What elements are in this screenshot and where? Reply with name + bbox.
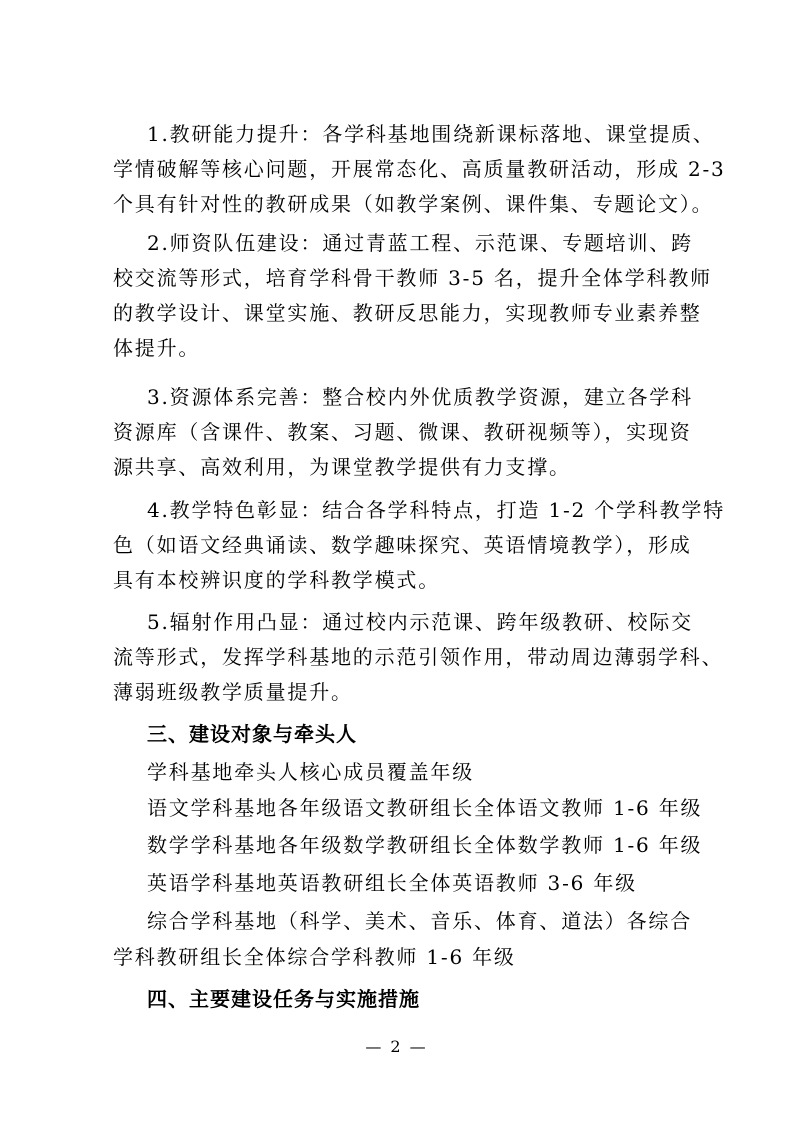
paragraph-1-line-1: 1.教研能力提升：各学科基地围绕新课标落地、课堂提质、 <box>147 122 715 146</box>
paragraph-1-line-2: 学情破解等核心问题，开展常态化、高质量教研活动，形成 2-3 <box>113 157 726 181</box>
math-base-line: 数学学科基地各年级数学教研组长全体数学教师 1-6 年级 <box>147 833 703 857</box>
page-number: — 2 — <box>365 1037 428 1056</box>
english-base-line: 英语学科基地英语教研组长全体英语教师 3-6 年级 <box>147 871 637 895</box>
section-heading-4: 四、主要建设任务与实施措施 <box>147 987 420 1011</box>
comprehensive-base-line-1: 综合学科基地（科学、美术、音乐、体育、道法）各综合 <box>147 909 692 933</box>
paragraph-3-line-1: 3.资源体系完善：整合校内外优质教学资源，建立各学科 <box>147 385 693 409</box>
paragraph-2-line-4: 体提升。 <box>113 336 201 360</box>
paragraph-1-line-3: 个具有针对性的教研成果（如教学案例、课件集、专题论文）。 <box>113 192 714 216</box>
paragraph-4-line-1: 4.教学特色彰显：结合各学科特点，打造 1-2 个学科教学特 <box>147 498 726 522</box>
paragraph-5-line-2: 流等形式，发挥学科基地的示范引领作用，带动周边薄弱学科、 <box>113 645 724 669</box>
paragraph-2-line-3: 的教学设计、课堂实施、教研反思能力，实现教师专业素养整 <box>113 301 702 325</box>
paragraph-5-line-3: 薄弱班级教学质量提升。 <box>113 680 353 704</box>
table-header-line: 学科基地牵头人核心成员覆盖年级 <box>147 760 474 784</box>
comprehensive-base-line-2: 学科教研组长全体综合学科教师 1-6 年级 <box>113 945 516 969</box>
chinese-base-line: 语文学科基地各年级语文教研组长全体语文教师 1-6 年级 <box>147 796 703 820</box>
paragraph-2-line-2: 校交流等形式，培育学科骨干教师 3-5 名，提升全体学科教师 <box>113 266 712 290</box>
paragraph-4-line-2: 色（如语文经典诵读、数学趣味探究、英语情境教学），形成 <box>113 533 692 557</box>
paragraph-3-line-3: 源共享、高效利用，为课堂教学提供有力支撑。 <box>113 455 571 479</box>
paragraph-2-line-1: 2.师资队伍建设：通过青蓝工程、示范课、专题培训、跨 <box>147 231 693 255</box>
section-heading-3: 三、建设对象与牵头人 <box>147 722 357 746</box>
paragraph-4-line-3: 具有本校辨识度的学科教学模式。 <box>113 568 440 592</box>
paragraph-5-line-1: 5.辐射作用凸显：通过校内示范课、跨年级教研、校际交 <box>147 610 693 634</box>
paragraph-3-line-2: 资源库（含课件、教案、习题、微课、教研视频等），实现资 <box>113 420 692 444</box>
